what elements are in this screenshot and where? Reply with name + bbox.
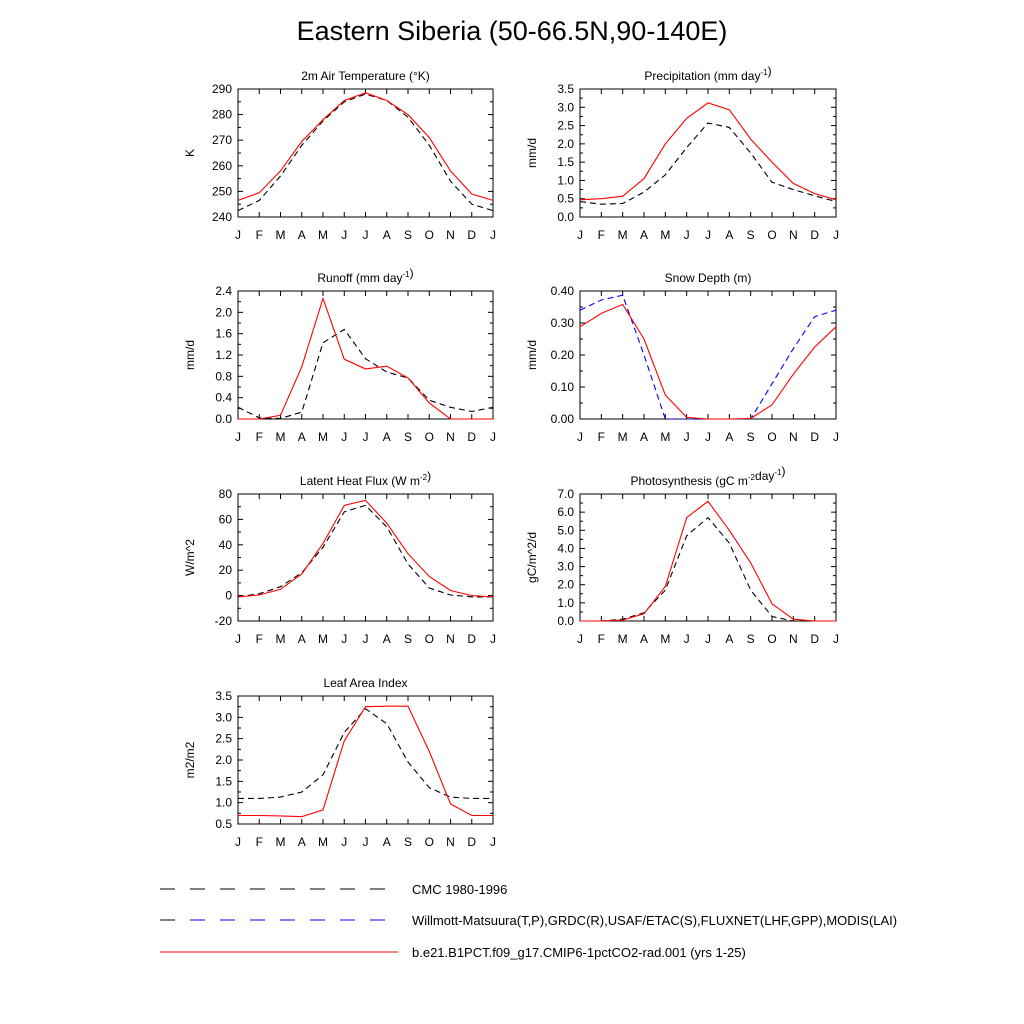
x-tick-label: N bbox=[446, 632, 455, 646]
x-tick-label: J bbox=[490, 228, 496, 242]
series-line-model bbox=[238, 500, 493, 597]
x-tick-label: M bbox=[318, 430, 328, 444]
x-tick-label: N bbox=[788, 228, 798, 242]
legend-item bbox=[160, 913, 897, 928]
y-tick-label: 0 bbox=[225, 588, 232, 603]
legend-label: b.e21.B1PCT.f09_g17.CMIP6-1pctCO2-rad.001 (yrs 1-25) bbox=[412, 945, 746, 960]
y-tick-label: 1.0 bbox=[557, 595, 574, 610]
x-tick-label: O bbox=[767, 430, 777, 444]
plot-frame bbox=[238, 291, 493, 419]
y-tick-label: 6.0 bbox=[557, 505, 574, 520]
y-tick-label: 2.0 bbox=[215, 753, 232, 767]
x-tick-label: F bbox=[597, 632, 606, 646]
x-tick-label: D bbox=[467, 430, 477, 444]
x-tick-label: J bbox=[362, 835, 369, 849]
y-tick-label: 1.6 bbox=[215, 326, 232, 341]
x-tick-label: M bbox=[275, 632, 286, 646]
x-tick-label: J bbox=[341, 228, 348, 242]
x-tick-label: O bbox=[424, 430, 434, 444]
y-tick-label: 4.0 bbox=[557, 541, 574, 556]
y-axis-label: mm/d bbox=[525, 138, 539, 168]
x-tick-label: S bbox=[403, 835, 413, 849]
y-tick-label: 0.5 bbox=[557, 191, 574, 206]
y-tick-label: 1.5 bbox=[215, 774, 232, 789]
x-tick-label: A bbox=[639, 430, 649, 444]
x-tick-label: F bbox=[255, 430, 263, 444]
series-line-model bbox=[238, 93, 493, 201]
legend-label: Willmott-Matsuura(T,P),GRDC(R),USAF/ETAC(S),FLUXNET(LHF,GPP),MODIS(LAI) bbox=[412, 913, 898, 928]
plot-frame bbox=[580, 291, 836, 419]
x-tick-label: M bbox=[660, 430, 671, 444]
x-tick-label: M bbox=[275, 228, 286, 242]
y-tick-label: 2.5 bbox=[215, 731, 232, 746]
y-tick-label: 0.30 bbox=[550, 316, 574, 330]
x-tick-label: M bbox=[617, 632, 628, 646]
series-line-obs bbox=[238, 505, 493, 597]
plot-frame bbox=[238, 494, 493, 621]
x-tick-label: D bbox=[810, 228, 820, 242]
series-line-obs bbox=[580, 123, 836, 204]
series-line-model bbox=[238, 706, 493, 817]
x-tick-label: N bbox=[446, 430, 455, 444]
x-tick-label: J bbox=[235, 430, 241, 444]
x-tick-label: N bbox=[788, 430, 798, 444]
x-tick-label: J bbox=[235, 835, 241, 849]
x-tick-label: M bbox=[660, 632, 671, 646]
y-tick-label: 290 bbox=[211, 82, 232, 96]
x-tick-label: M bbox=[318, 835, 328, 849]
y-tick-label: 260 bbox=[211, 158, 232, 173]
legend-item bbox=[160, 945, 746, 960]
x-tick-label: O bbox=[767, 632, 777, 646]
chart-title: Photosynthesis (gC $m^{-2}day^{-1}$) bbox=[630, 464, 786, 488]
y-tick-label: 2.4 bbox=[215, 284, 232, 298]
x-tick-label: F bbox=[255, 632, 263, 646]
x-tick-label: J bbox=[683, 228, 690, 242]
x-tick-label: N bbox=[446, 228, 455, 242]
y-tick-label: 1.2 bbox=[215, 348, 232, 362]
x-tick-label: M bbox=[318, 228, 328, 242]
x-tick-label: A bbox=[382, 228, 391, 242]
y-axis-label: W/m^2 bbox=[183, 539, 197, 576]
x-tick-label: F bbox=[255, 835, 263, 849]
chart-panel-4 bbox=[525, 271, 839, 444]
x-tick-label: O bbox=[424, 835, 434, 849]
legend-label: CMC 1980-1996 bbox=[412, 882, 508, 897]
x-tick-label: J bbox=[683, 430, 690, 444]
x-tick-label: J bbox=[577, 228, 583, 242]
x-tick-label: J bbox=[833, 430, 839, 444]
series-line-obs bbox=[238, 329, 493, 418]
x-tick-label: D bbox=[810, 430, 820, 444]
x-tick-label: D bbox=[467, 632, 477, 646]
x-tick-label: M bbox=[617, 228, 628, 242]
x-tick-label: J bbox=[490, 632, 496, 646]
x-tick-label: D bbox=[810, 632, 820, 646]
y-tick-label: 3.5 bbox=[215, 689, 232, 703]
y-axis-label: gC/m^2/d bbox=[525, 532, 539, 583]
chart-title: 2m Air Temperature (°K) bbox=[301, 69, 430, 83]
x-tick-label: O bbox=[424, 632, 434, 646]
x-tick-label: A bbox=[297, 835, 306, 849]
x-tick-label: A bbox=[297, 228, 306, 242]
chart-panel-1 bbox=[183, 69, 496, 242]
series-line-obs bbox=[580, 295, 836, 419]
x-tick-label: S bbox=[746, 228, 755, 242]
y-tick-label: 0.10 bbox=[550, 380, 574, 394]
x-tick-label: D bbox=[467, 835, 477, 849]
x-tick-label: S bbox=[746, 430, 755, 444]
y-tick-label: 3.5 bbox=[557, 82, 574, 96]
x-tick-label: J bbox=[235, 228, 241, 242]
chart-title: Snow Depth (m) bbox=[664, 271, 752, 285]
x-tick-label: F bbox=[597, 228, 606, 242]
y-tick-label: 1.0 bbox=[557, 173, 574, 188]
x-tick-label: S bbox=[403, 632, 413, 646]
y-tick-label: 0.5 bbox=[215, 817, 232, 831]
y-axis-label: m2/m2 bbox=[183, 741, 197, 779]
y-tick-label: 60 bbox=[218, 512, 232, 527]
series-line-obs bbox=[238, 94, 493, 211]
y-tick-label: 0.0 bbox=[215, 412, 232, 426]
y-tick-label: 7.0 bbox=[557, 487, 574, 501]
x-tick-label: J bbox=[362, 430, 369, 444]
x-tick-label: J bbox=[341, 430, 348, 444]
x-tick-label: A bbox=[725, 430, 734, 444]
x-tick-label: J bbox=[705, 228, 711, 242]
x-tick-label: A bbox=[297, 632, 306, 646]
y-tick-label: 3.0 bbox=[557, 100, 574, 115]
x-tick-label: J bbox=[705, 632, 711, 646]
x-tick-label: M bbox=[318, 632, 328, 646]
x-tick-label: J bbox=[577, 430, 583, 444]
y-tick-label: 0.0 bbox=[557, 614, 574, 628]
chart-panel-2 bbox=[525, 64, 839, 242]
y-tick-label: 0.0 bbox=[557, 210, 574, 224]
chart-panel-3 bbox=[183, 266, 496, 444]
x-tick-label: N bbox=[446, 835, 455, 849]
y-tick-label: 280 bbox=[211, 107, 232, 122]
y-axis-label: K bbox=[183, 148, 197, 158]
y-tick-label: 3.0 bbox=[215, 710, 232, 725]
plot-frame bbox=[238, 696, 493, 824]
x-tick-label: J bbox=[341, 835, 348, 849]
legend bbox=[160, 882, 897, 960]
x-tick-label: N bbox=[788, 632, 798, 646]
y-tick-label: 3.0 bbox=[557, 559, 574, 574]
x-tick-label: J bbox=[683, 632, 690, 646]
y-tick-label: 0.8 bbox=[215, 369, 232, 384]
y-tick-label: 2.5 bbox=[557, 118, 574, 133]
x-tick-label: M bbox=[617, 430, 628, 444]
y-tick-label: 80 bbox=[218, 487, 232, 501]
x-tick-label: M bbox=[275, 430, 286, 444]
series-line-model bbox=[580, 304, 836, 419]
y-tick-label: 0.40 bbox=[550, 284, 574, 298]
x-tick-label: D bbox=[467, 228, 477, 242]
x-tick-label: A bbox=[382, 430, 391, 444]
y-tick-label: 1.5 bbox=[557, 155, 574, 170]
x-tick-label: F bbox=[597, 430, 606, 444]
x-tick-label: A bbox=[382, 632, 391, 646]
y-tick-label: 0.4 bbox=[215, 390, 232, 405]
plot-frame bbox=[580, 89, 836, 217]
x-tick-label: J bbox=[490, 835, 496, 849]
x-tick-label: J bbox=[705, 430, 711, 444]
x-tick-label: S bbox=[746, 632, 755, 646]
legend-item bbox=[160, 882, 507, 897]
y-axis-label: mm/d bbox=[525, 340, 539, 370]
x-tick-label: A bbox=[297, 430, 306, 444]
x-tick-label: A bbox=[725, 228, 734, 242]
x-tick-label: J bbox=[362, 228, 369, 242]
y-tick-label: 2.0 bbox=[215, 305, 232, 320]
y-tick-label: 1.0 bbox=[215, 795, 232, 810]
y-tick-label: 270 bbox=[211, 133, 232, 148]
x-tick-label: A bbox=[639, 228, 649, 242]
y-tick-label: 0.00 bbox=[550, 412, 574, 426]
chart-title: Runoff (mm day$^{-1}$) bbox=[317, 266, 414, 285]
x-tick-label: S bbox=[403, 228, 413, 242]
series-line-model bbox=[580, 103, 836, 200]
y-tick-label: 20 bbox=[218, 563, 232, 578]
plot-frame bbox=[238, 89, 493, 217]
x-tick-label: F bbox=[255, 228, 263, 242]
chart-title: Leaf Area Index bbox=[323, 676, 408, 690]
chart-panel-5 bbox=[183, 469, 496, 646]
x-tick-label: J bbox=[833, 632, 839, 646]
page-title: Eastern Siberia (50-66.5N,90-140E) bbox=[296, 16, 728, 46]
y-tick-label: 250 bbox=[211, 184, 232, 199]
y-tick-label: -20 bbox=[214, 614, 232, 628]
x-tick-label: A bbox=[725, 632, 734, 646]
x-tick-label: M bbox=[660, 228, 671, 242]
x-tick-label: O bbox=[767, 228, 777, 242]
y-tick-label: 5.0 bbox=[557, 523, 574, 538]
x-tick-label: J bbox=[577, 632, 583, 646]
chart-panel-6 bbox=[525, 464, 839, 646]
x-tick-label: J bbox=[833, 228, 839, 242]
chart-title: Precipitation (mm day$^{-1}$) bbox=[644, 64, 772, 83]
y-tick-label: 40 bbox=[218, 537, 232, 552]
plot-frame bbox=[580, 494, 836, 621]
x-tick-label: S bbox=[403, 430, 413, 444]
y-tick-label: 240 bbox=[211, 210, 232, 224]
y-tick-label: 2.0 bbox=[557, 136, 574, 151]
y-axis-label: mm/d bbox=[183, 340, 197, 370]
x-tick-label: J bbox=[341, 632, 348, 646]
y-tick-label: 0.20 bbox=[550, 348, 574, 362]
x-tick-label: O bbox=[424, 228, 434, 242]
series-line-model bbox=[580, 501, 836, 621]
x-tick-label: A bbox=[639, 632, 649, 646]
series-line-obs bbox=[580, 518, 836, 621]
y-tick-label: 2.0 bbox=[557, 577, 574, 592]
x-tick-label: J bbox=[362, 632, 369, 646]
series-line-obs bbox=[238, 709, 493, 799]
chart-title: Latent Heat Flux (W $m^{-2}$) bbox=[299, 469, 432, 488]
x-tick-label: A bbox=[382, 835, 391, 849]
x-tick-label: J bbox=[235, 632, 241, 646]
chart-panel-7 bbox=[183, 676, 496, 849]
x-tick-label: M bbox=[275, 835, 286, 849]
x-tick-label: J bbox=[490, 430, 496, 444]
